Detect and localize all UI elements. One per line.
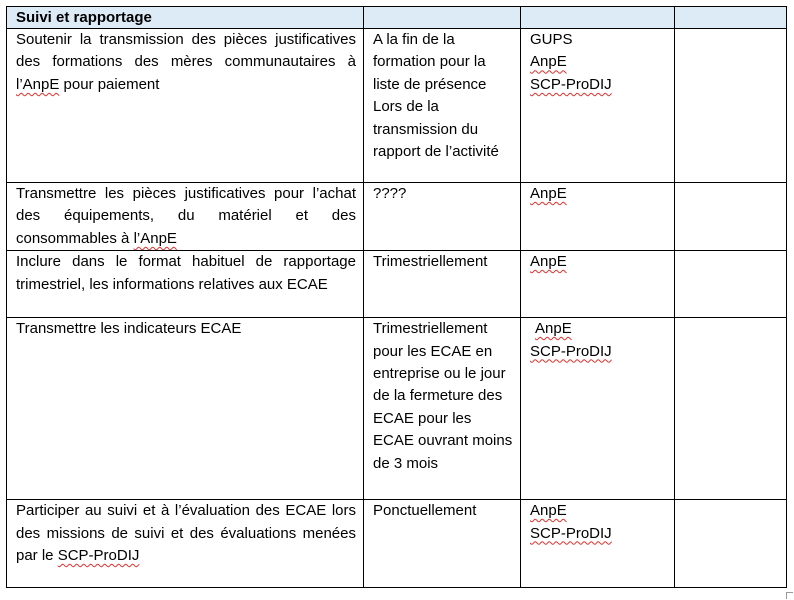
activity-cell <box>7 318 364 500</box>
activity-cell <box>7 29 364 183</box>
responsible-entry: AnpE <box>530 253 567 271</box>
header-cell-period <box>364 7 521 29</box>
header-cell-responsible <box>521 7 675 29</box>
extra-cell <box>675 251 787 318</box>
responsible-entry: SCP-ProDIJ <box>530 75 612 93</box>
table-row <box>7 251 787 318</box>
table-row <box>7 318 787 500</box>
activity-text: Transmettre les indicateurs ECAE <box>16 320 242 338</box>
period-text: Trimestriellement <box>373 253 488 271</box>
period-cell <box>364 500 521 588</box>
period-cell <box>364 318 521 500</box>
header-row <box>7 7 787 29</box>
period-text: Trimestriellement pour les ECAE en entreprise ou le jour de la fermeture des ECAE pour les ECAE ouvrant moins de 3 mois <box>373 320 513 472</box>
activity-cell <box>7 251 364 318</box>
responsible-entry: SCP-ProDIJ <box>530 342 612 360</box>
table-row <box>7 29 787 183</box>
period-cell <box>364 251 521 318</box>
responsible-cell <box>521 318 675 500</box>
activity-cell <box>7 183 364 251</box>
extra-cell <box>675 29 787 183</box>
activity-text: pour paiement <box>59 75 160 93</box>
period-text: Ponctuellement <box>373 502 477 520</box>
activity-text-flagged: SCP-ProDIJ <box>57 547 140 565</box>
period-cell <box>364 183 521 251</box>
period-text: ???? <box>373 185 407 202</box>
responsible-entry: AnpE <box>530 53 567 71</box>
activities-table <box>6 6 787 588</box>
table-row <box>7 500 787 588</box>
extra-cell <box>675 183 787 251</box>
extra-cell <box>675 318 787 500</box>
responsible-cell <box>521 251 675 318</box>
activity-text: Participer au suivi et à l’évaluation des ECAE lors des missions de suivi et des évaluations menées par le <box>16 502 356 565</box>
responsible-entry: AnpE <box>535 320 572 338</box>
responsible-entry: GUPS <box>530 31 573 48</box>
activity-text: Inclure dans le format habituel de rapportage trimestriel, les informations relatives aux ECAE <box>16 253 356 293</box>
page-corner-mark <box>786 592 793 599</box>
activity-text-flagged: l’AnpE <box>16 75 60 93</box>
activity-text: Soutenir la transmission des pièces justificatives des formations des mères communautaires à <box>16 31 356 71</box>
section-title-cell <box>7 7 364 29</box>
extra-cell <box>675 500 787 588</box>
period-text: A la fin de la formation pour la liste de présence Lors de la transmission du rapport de l’activité <box>373 31 499 161</box>
activity-text-flagged: l’AnpE <box>133 229 177 247</box>
section-title: Suivi et rapportage <box>16 9 152 26</box>
responsible-cell <box>521 29 675 183</box>
responsible-entry: SCP-ProDIJ <box>530 524 612 542</box>
period-cell <box>364 29 521 183</box>
responsible-cell <box>521 500 675 588</box>
activity-cell <box>7 500 364 588</box>
table-row <box>7 183 787 251</box>
responsible-cell <box>521 183 675 251</box>
activity-text: Transmettre les pièces justificatives pour l’achat des équipements, du matériel et des consommables à <box>16 185 356 247</box>
header-cell-extra <box>675 7 787 29</box>
responsible-entry: AnpE <box>530 185 567 202</box>
responsible-entry: AnpE <box>530 502 567 520</box>
